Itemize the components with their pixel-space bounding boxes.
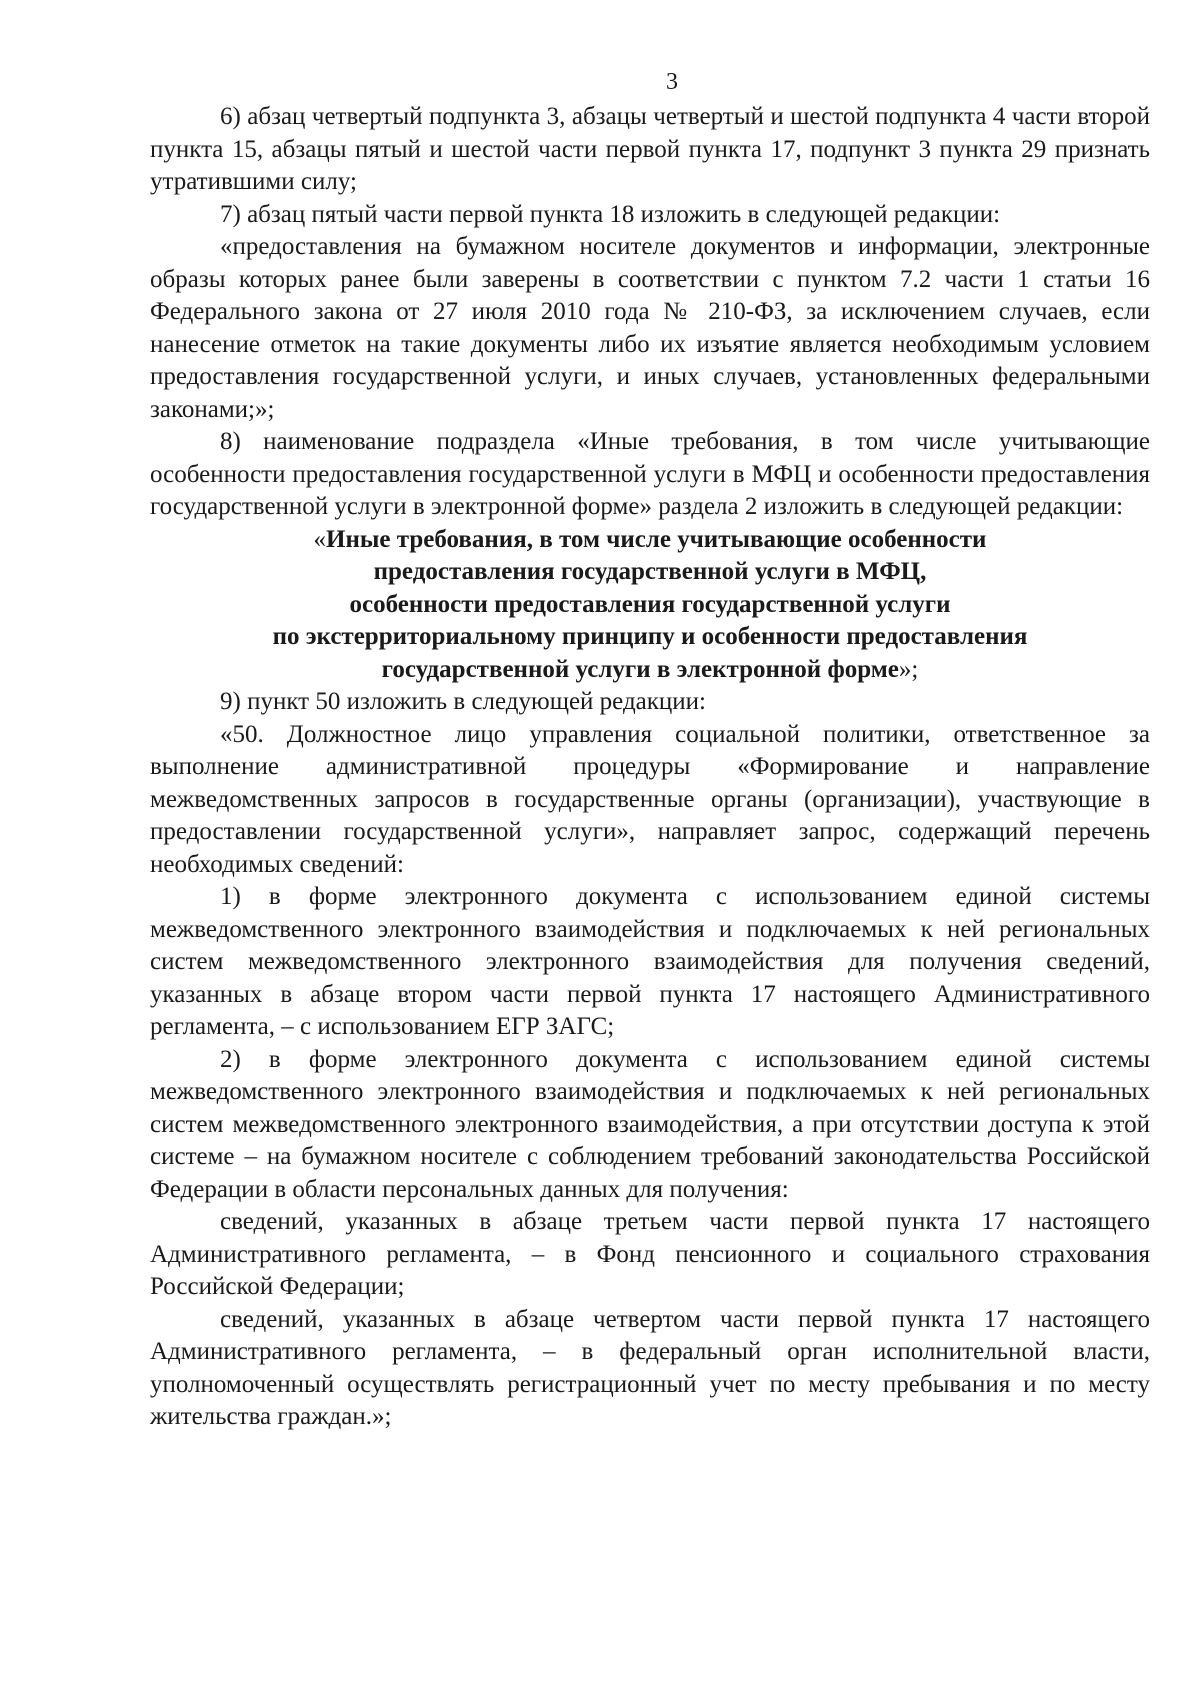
paragraph-item-6: 6) абзац четвертый подпункта 3, абзацы четвертый и шестой подпункта 4 части второй пункта 15, абзацы пятый и шестой части первой пункта 17, подпункт 3 пункта 29 признать утратившими силу; — [150, 103, 1150, 195]
heading-line-text: Иные требования, в том числе учитывающие особенности — [326, 525, 987, 553]
paragraph-registration-authority: сведений, указанных в абзаце четвертом части первой пункта 17 настоящего Административного регламента, – в федеральный орган исполнительной власти, уполномоченный осуществлять регистрационный учет по месту пребывания и по месту жительства граждан.»; — [150, 1305, 1150, 1430]
paragraph-subitem-1: 1) в форме электронного документа с использованием единой системы межведомственного электронного взаимодействия и подключаемых к ней региональных систем межведомственного электронного взаимодействия для получения сведений, указанных в абзаце втором части первой пункта 17 настоящего Административного регламента, – с использованием ЕГР ЗАГС; — [150, 883, 1150, 1040]
paragraph-subitem-2: 2) в форме электронного документа с использованием единой системы межведомственного электронного взаимодействия и подключаемых к ней региональных систем межведомственного электронного взаимодействия, а при отсутствии доступа к этой системе – на бумажном носителе с соблюдением требований законодательства Российской Федерации в области персональных данных для получения: — [150, 1045, 1150, 1203]
document-page — [150, 66, 1150, 1434]
heading-line — [150, 621, 1150, 654]
heading-line — [150, 524, 1150, 557]
heading-line — [150, 556, 1150, 589]
subsection-heading — [150, 524, 1150, 687]
heading-line — [150, 654, 1150, 687]
paragraph-item-8: 8) наименование подраздела «Иные требования, в том числе учитывающие особенности предоставления государственной услуги в МФЦ и особенности предоставления государственной услуги в электронной форме» раздела 2 изложить в следующей редакции: — [150, 428, 1150, 520]
paragraph-item-7: 7) абзац пятый части первой пункта 18 изложить в следующей редакции: — [220, 200, 1001, 228]
page-number: 3 — [666, 69, 678, 95]
heading-line-text: государственной услуги в электронной форме — [381, 655, 899, 683]
heading-line-text: предоставления государственной услуги в МФЦ, — [373, 558, 927, 585]
heading-line-text: по экстерриториальному принципу и особенности предоставления — [272, 623, 1028, 650]
paragraph-item-7-quote: «предоставления на бумажном носителе документов и информации, электронные образы которых ранее были заверены в соответствии с пунктом 7.2 части 1 статьи 16 Федерального закона от 27 июля 2010 года № 210-ФЗ, за исключением случаев, если нанесение отметок на такие документы либо их изъятие является необходимым условием предоставления государственной услуги, и иных случаев, установленных федеральными законами;»; — [150, 233, 1150, 423]
paragraph-item-9: 9) пункт 50 изложить в следующей редакции: — [220, 688, 706, 715]
heading-open-quote: « — [313, 525, 327, 553]
heading-line — [150, 589, 1150, 622]
heading-close-quote: »; — [898, 655, 919, 683]
paragraph-pension-fund: сведений, указанных в абзаце третьем части первой пункта 17 настоящего Административного регламента, – в Фонд пенсионного и социального страхования Российской Федерации; — [150, 1208, 1150, 1300]
paragraph-point-50: «50. Должностное лицо управления социальной политики, ответственное за выполнение административной процедуры «Формирование и направление межведомственных запросов в государственные органы (организации), участвующие в предоставлении государственной услуги», направляет запрос, содержащий перечень необходимых сведений: — [150, 720, 1150, 878]
heading-line-text: особенности предоставления государственной услуги — [349, 590, 951, 618]
